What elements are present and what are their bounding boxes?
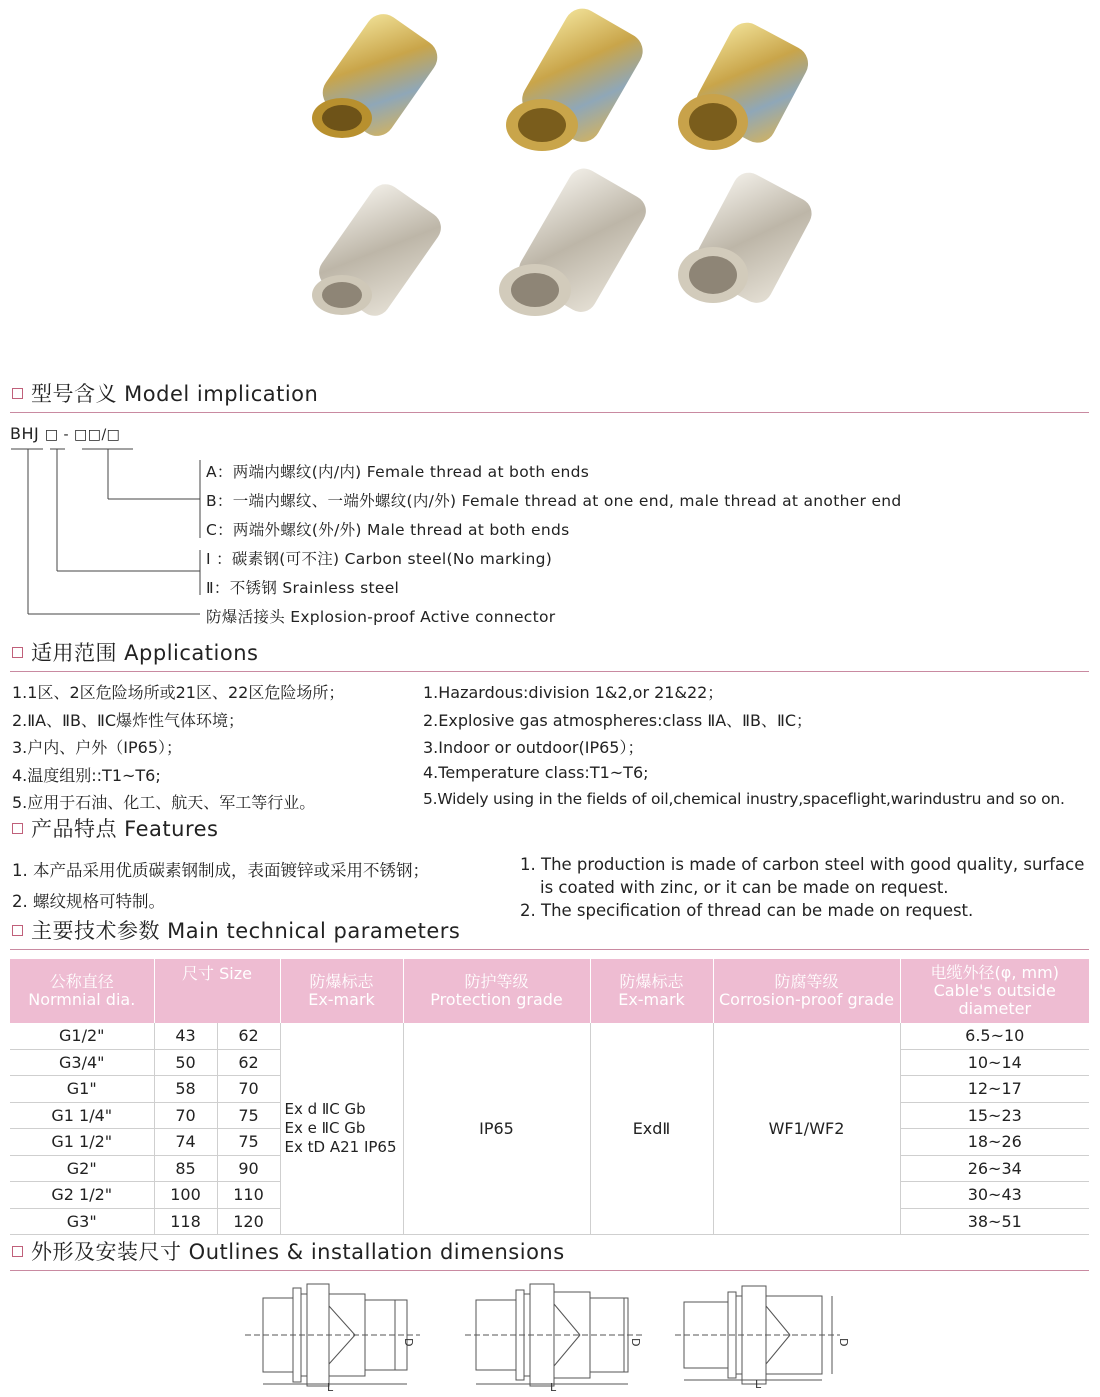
feature-cn-item: 2. 螺纹规格可特制。	[12, 892, 165, 911]
application-en-item: 1.Hazardous:division 1&2,or 21&22；	[423, 683, 724, 702]
cell-size-1: 100	[154, 1182, 217, 1209]
section-title-model: 型号含义 Model implication	[12, 378, 318, 408]
square-bullet-icon	[12, 647, 23, 658]
section-title-applications: 适用范围 Applications	[12, 637, 258, 667]
table-row	[10, 1023, 1089, 1049]
cell-cable: 6.5~10	[900, 1023, 1089, 1049]
application-en-item: 2.Explosive gas atmospheres:class ⅡA、ⅡB、ⅡC；	[423, 711, 813, 730]
cell-size-2: 62	[217, 1049, 280, 1076]
connector-photo-steel-3	[678, 167, 817, 308]
feature-en-item: 2. The specification of thread can be made on request.	[520, 901, 974, 920]
application-en-item: 5.Widely using in the fields of oil,chemical inustry,spaceflight,warindustru and so on.	[423, 790, 1065, 808]
cell-cable: 30~43	[900, 1182, 1089, 1209]
section-title-features: 产品特点 Features	[12, 813, 218, 843]
application-en-item: 4.Temperature class:T1~T6;	[423, 763, 649, 782]
header-exmark-2: 防爆标志 Ex-mark	[590, 959, 713, 1023]
model-material-2: Ⅱ：不锈钢 Srainless steel	[206, 579, 400, 597]
application-cn-item: 3.户内、户外（IP65）；	[12, 738, 182, 757]
parameters-table	[10, 959, 1089, 1235]
cell-exmark-2: ExdⅡ	[590, 1023, 713, 1235]
model-code-prefix: BHJ	[10, 424, 40, 443]
model-bracket-lines	[0, 440, 220, 625]
section-title-outlines: 外形及安装尺寸 Outlines & installation dimensions	[12, 1236, 565, 1266]
application-cn-item: 4.温度组别::T1~T6;	[12, 766, 161, 785]
dimension-label-l: L	[327, 1381, 334, 1392]
outline-drawing-2	[465, 1284, 642, 1386]
cell-dia: G3/4"	[10, 1049, 154, 1076]
cell-size-2: 90	[217, 1155, 280, 1182]
header-nominal-dia: 公称直径 Normnial dia.	[10, 959, 154, 1023]
dimension-label-d: D	[837, 1338, 850, 1347]
cell-cable: 38~51	[900, 1208, 1089, 1235]
cell-cable: 26~34	[900, 1155, 1089, 1182]
model-code-placeholders: □ - □□/□	[44, 427, 121, 443]
connector-photo-gold-1	[312, 7, 444, 143]
square-bullet-icon	[12, 823, 23, 834]
cell-size-1: 85	[154, 1155, 217, 1182]
cell-size-2: 70	[217, 1076, 280, 1103]
cell-size-2: 75	[217, 1129, 280, 1156]
cell-dia: G2"	[10, 1155, 154, 1182]
cell-cable: 12~17	[900, 1076, 1089, 1103]
section-divider	[10, 1270, 1089, 1271]
cell-dia: G1"	[10, 1076, 154, 1103]
section-title-params: 主要技术参数 Main technical parameters	[12, 915, 460, 945]
square-bullet-icon	[12, 925, 23, 936]
cell-dia: G1/2"	[10, 1023, 154, 1049]
dimension-label-d: D	[402, 1338, 415, 1347]
application-en-item: 3.Indoor or outdoor(IP65）；	[423, 738, 644, 757]
square-bullet-icon	[12, 1246, 23, 1257]
feature-en-item: is coated with zinc, or it can be made on request.	[540, 878, 949, 897]
cell-dia: G1 1/2"	[10, 1129, 154, 1156]
cell-size-2: 62	[217, 1023, 280, 1049]
table-header-row	[10, 959, 1089, 1023]
cell-exmark: Ex d ⅡC Gb Ex e ⅡC Gb Ex tD A21 IP65	[280, 1023, 403, 1235]
cell-cable: 15~23	[900, 1102, 1089, 1129]
cell-corrosion: WF1/WF2	[713, 1023, 900, 1235]
outline-drawing-3	[675, 1286, 840, 1384]
section-divider	[10, 949, 1089, 950]
model-option-b: B：一端内螺纹、一端外螺纹(内/外) Female thread at one end, male thread at another end	[206, 492, 902, 510]
model-material-1: Ⅰ ：碳素钢(可不注) Carbon steel(No marking)	[206, 550, 553, 568]
product-photos	[280, 0, 840, 345]
section-divider	[10, 412, 1089, 413]
dimension-label-d: D	[629, 1338, 642, 1347]
model-option-a: A：两端内螺纹(内/内) Female thread at both ends	[206, 463, 590, 481]
model-option-c: C：两端外螺纹(外/外) Male thread at both ends	[206, 521, 570, 539]
section-divider	[10, 671, 1089, 672]
application-cn-item: 2.ⅡA、ⅡB、ⅡC爆炸性气体环境；	[12, 711, 244, 730]
connector-photo-gold-2	[506, 2, 649, 151]
cell-size-1: 43	[154, 1023, 217, 1049]
square-bullet-icon	[12, 388, 23, 399]
cell-cable: 18~26	[900, 1129, 1089, 1156]
header-size: 尺寸 Size	[154, 959, 280, 1023]
header-protection: 防护等级 Protection grade	[403, 959, 590, 1023]
outline-drawings	[245, 1280, 865, 1392]
header-exmark: 防爆标志 Ex-mark	[280, 959, 403, 1023]
dimension-label-l: L	[755, 1378, 762, 1391]
header-cable-diameter: 电缆外径(φ, mm) Cable's outside diameter	[900, 959, 1089, 1023]
connector-photo-gold-3	[678, 16, 814, 150]
application-cn-item: 5.应用于石油、化工、航天、军工等行业。	[12, 793, 316, 812]
cell-dia: G2 1/2"	[10, 1182, 154, 1209]
dimension-label-l: L	[550, 1381, 557, 1392]
cell-size-1: 70	[154, 1102, 217, 1129]
cell-size-1: 118	[154, 1208, 217, 1235]
connector-photo-steel-2	[499, 163, 652, 318]
cell-dia: G1 1/4"	[10, 1102, 154, 1129]
outline-drawing-1	[245, 1284, 420, 1386]
feature-en-item: 1. The production is made of carbon steel with good quality, surface	[520, 855, 1085, 874]
cell-size-2: 75	[217, 1102, 280, 1129]
model-product-name: 防爆活接头 Explosion-proof Active connector	[206, 608, 556, 626]
cell-size-1: 74	[154, 1129, 217, 1156]
application-cn-item: 1.1区、2区危险场所或21区、22区危险场所；	[12, 683, 345, 702]
connector-photo-steel-1	[312, 178, 447, 322]
cell-cable: 10~14	[900, 1049, 1089, 1076]
header-corrosion: 防腐等级 Corrosion-proof grade	[713, 959, 900, 1023]
cell-size-2: 110	[217, 1182, 280, 1209]
cell-protection: IP65	[403, 1023, 590, 1235]
cell-size-2: 120	[217, 1208, 280, 1235]
feature-cn-item: 1. 本产品采用优质碳素钢制成，表面镀锌或采用不锈钢；	[12, 861, 429, 880]
cell-size-1: 50	[154, 1049, 217, 1076]
cell-dia: G3"	[10, 1208, 154, 1235]
cell-size-1: 58	[154, 1076, 217, 1103]
